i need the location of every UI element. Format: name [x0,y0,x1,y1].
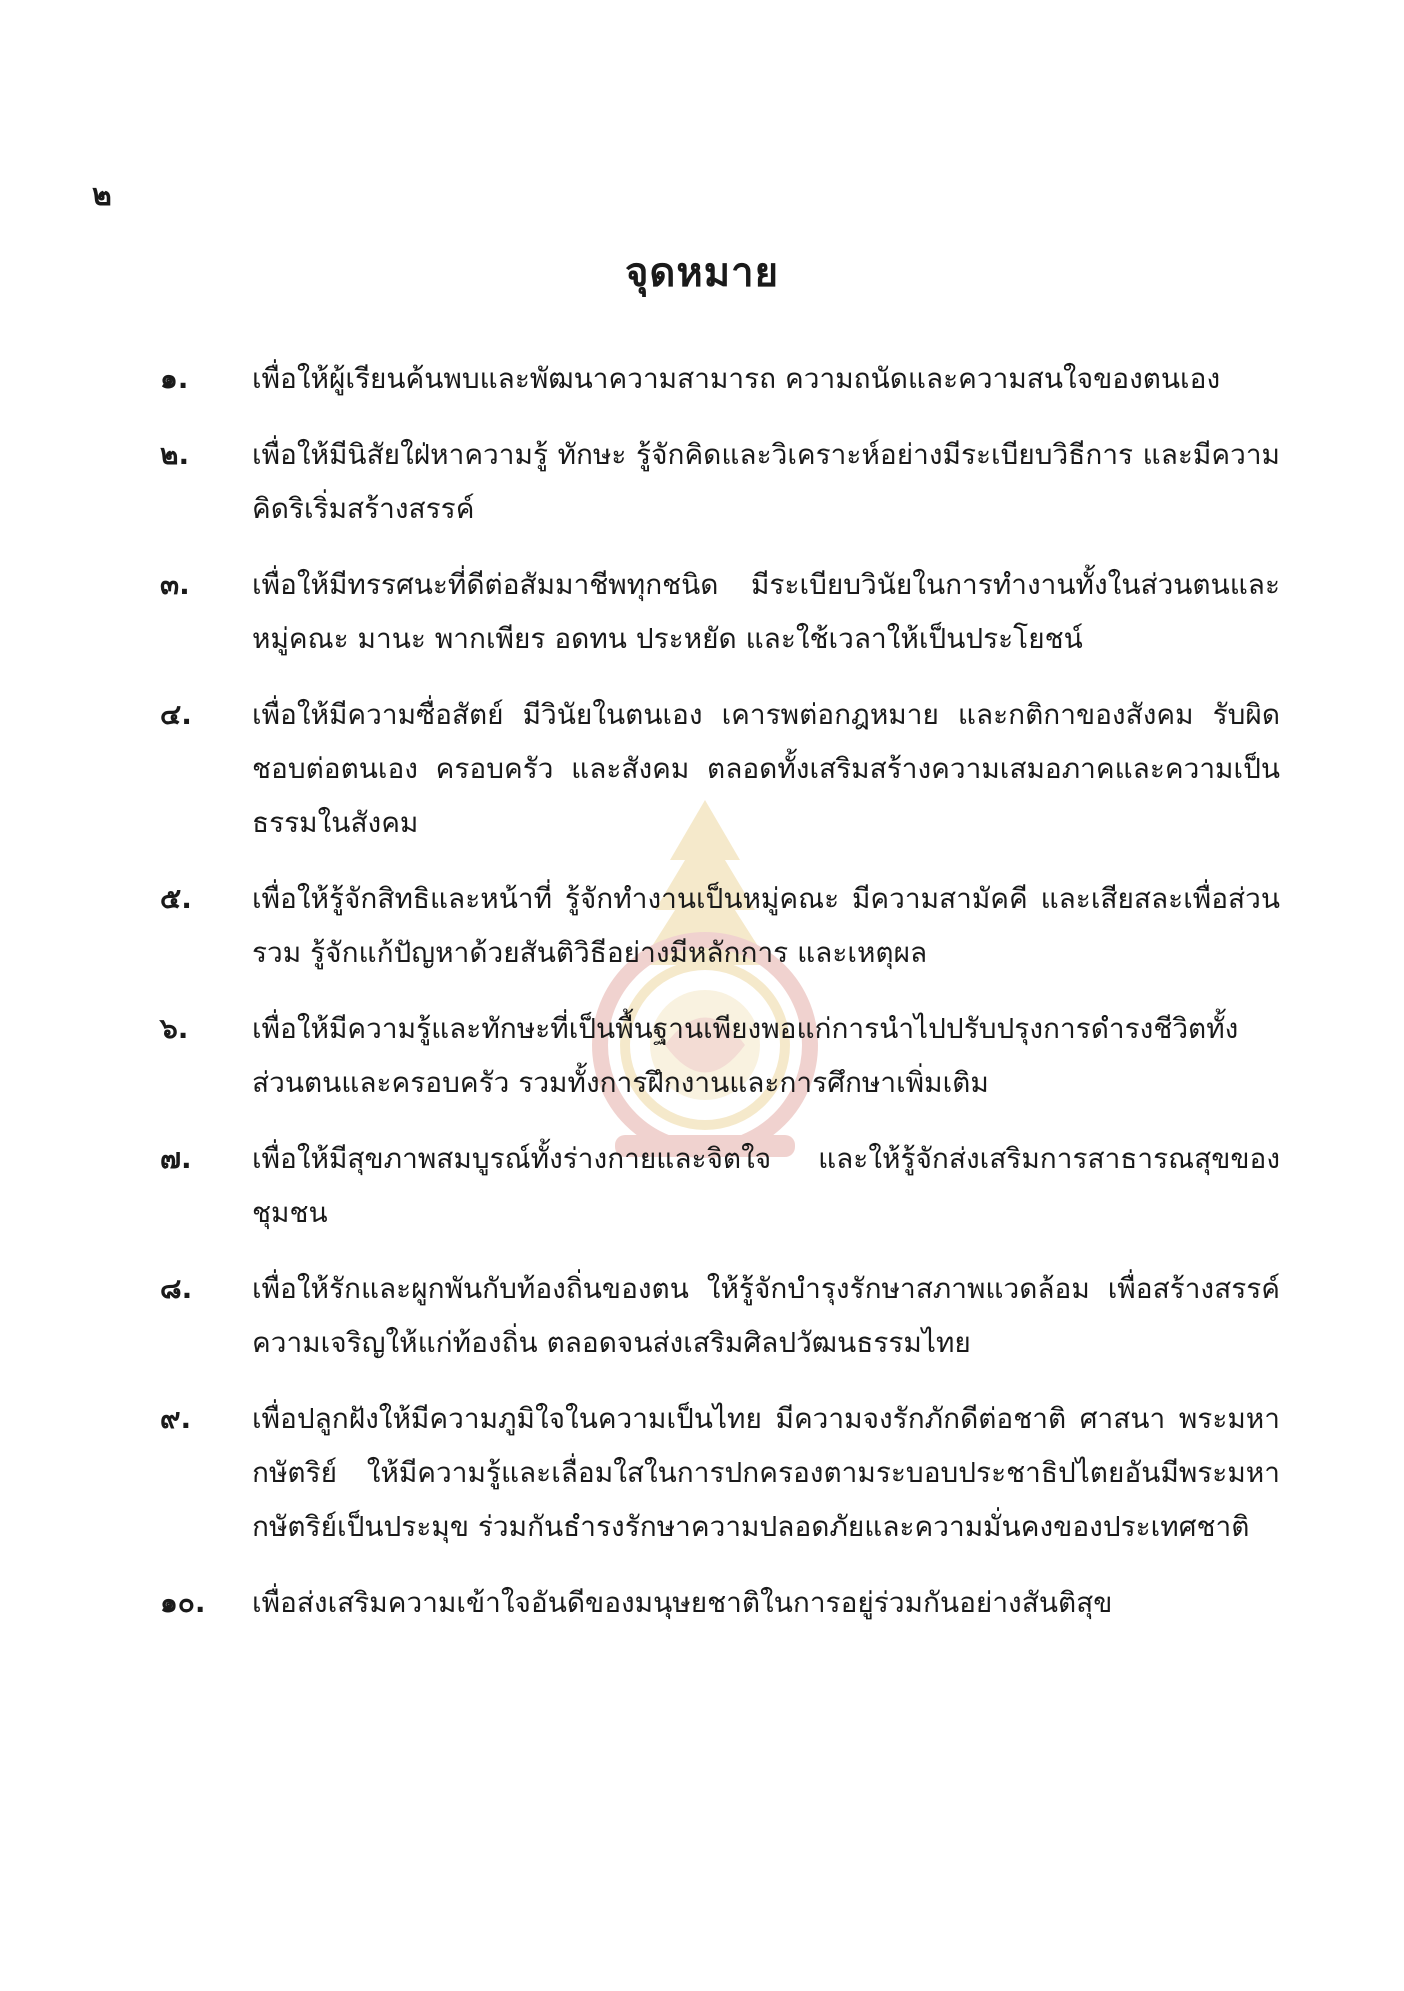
objective-number: ๓. [160,568,190,601]
objective-item [160,688,1280,850]
objective-text: เพื่อส่งเสริมความเข้าใจอันดีของมนุษยชาติในการอยู่ร่วมกันอย่างสันติสุข [252,1586,1113,1619]
objective-number: ๑. [160,362,189,395]
objective-item [160,1392,1280,1554]
objective-item [160,352,1280,406]
objective-number: ๘. [160,1272,193,1305]
objective-text: เพื่อให้ผู้เรียนค้นพบและพัฒนาความสามารถ ความถนัดและความสนใจของตนเอง [252,362,1221,395]
objective-item [160,1002,1280,1110]
objectives-list [160,352,1280,1652]
objective-number: ๑๐. [160,1586,206,1619]
objective-item [160,428,1280,536]
objective-item [160,1576,1280,1630]
objective-text: เพื่อให้รักและผูกพันกับท้องถิ่นของตน ให้รู้จักบำรุงรักษาสภาพแวดล้อม เพื่อสร้างสรรค์ความเจริญให้แก่ท้องถิ่น ตลอดจนส่งเสริมศิลปวัฒนธรรมไทย [252,1272,1280,1359]
objective-number: ๒. [160,438,190,471]
page-title: จุดหมาย [624,250,780,296]
objective-number: ๗. [160,1142,192,1175]
objective-text: เพื่อให้รู้จักสิทธิและหน้าที่ รู้จักทำงานเป็นหมู่คณะ มีความสามัคคี และเสียสละเพื่อส่วนรวม รู้จักแก้ปัญหาด้วยสันติวิธีอย่างมีหลักการ และเหตุผล [252,882,1280,969]
objective-text: เพื่อให้มีความรู้และทักษะที่เป็นพื้นฐานเพียงพอแก่การนำไปปรับปรุงการดำรงชีวิตทั้งส่วนตนและครอบครัว รวมทั้งการฝึกงานและการศึกษาเพิ่มเติม [252,1012,1239,1099]
objective-number: ๔. [160,698,192,731]
page-number: ๒ [92,178,112,213]
objective-item [160,1262,1280,1370]
objective-number: ๕. [160,882,192,915]
objective-text: เพื่อให้มีสุขภาพสมบูรณ์ทั้งร่างกายและจิตใจ และให้รู้จักส่งเสริมการสาธารณสุขของชุมชน [252,1142,1280,1229]
objective-number: ๖. [160,1012,189,1045]
objective-item [160,872,1280,980]
objective-item [160,1132,1280,1240]
objective-text: เพื่อให้มีความซื่อสัตย์ มีวินัยในตนเอง เคารพต่อกฎหมาย และกติกาของสังคม รับผิดชอบต่อตนเอง ครอบครัว และสังคม ตลอดทั้งเสริมสร้างความเสมอภาคและความเป็นธรรมในสังคม [252,698,1280,839]
objective-text: เพื่อให้มีทรรศนะที่ดีต่อสัมมาชีพทุกชนิด มีระเบียบวินัยในการทำงานทั้งในส่วนตนและหมู่คณะ มานะ พากเพียร อดทน ประหยัด และใช้เวลาให้เป็นประโยชน์ [252,568,1280,655]
objective-text: เพื่อปลูกฝังให้มีความภูมิใจในความเป็นไทย มีความจงรักภักดีต่อชาติ ศาสนา พระมหากษัตริย์ ให้มีความรู้และเลื่อมใสในการปกครองตามระบอบประชาธิปไตยอันมีพระมหากษัตริย์เป็นประมุข ร่วมกันธำรงรักษาความปลอดภัยและความมั่นคงของประเทศชาติ [252,1402,1280,1543]
objective-number: ๙. [160,1402,192,1435]
objective-text: เพื่อให้มีนิสัยใฝ่หาความรู้ ทักษะ รู้จักคิดและวิเคราะห์อย่างมีระเบียบวิธีการ และมีความคิดริเริ่มสร้างสรรค์ [252,438,1280,525]
objective-item [160,558,1280,666]
